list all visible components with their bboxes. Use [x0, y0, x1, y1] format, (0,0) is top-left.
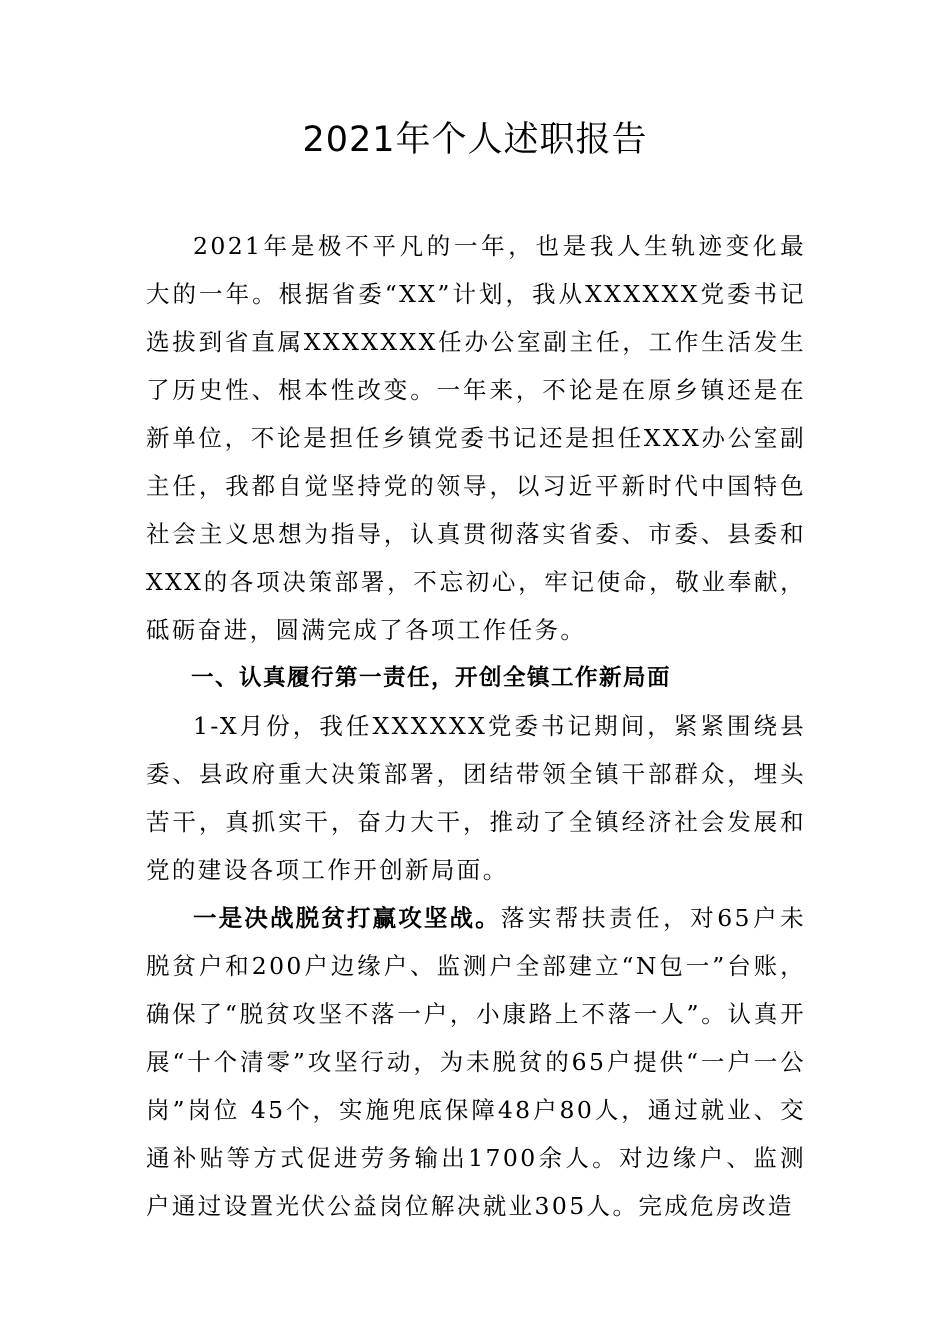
section-intro-paragraph: 1-X月份，我任XXXXXX党委书记期间，紧紧围绕县委、县政府重大决策部署，团结带领全镇干部群众，埋头苦干，真抓实干，奋力大干，推动了全镇经济社会发展和党的建设各项工作开创新局面。 — [146, 712, 806, 884]
document-title: 2021年个人述职报告 — [302, 120, 648, 160]
document-body — [146, 222, 806, 1230]
item-one-paragraph — [146, 894, 806, 1230]
item-one-text: 落实帮扶责任，对65户未脱贫户和200户边缘户、监测户全部建立“N包一”台账，确保了“脱贫攻坚不落一户，小康路上不落一人”。认真开展“十个清零”攻坚行动，为未脱贫的65户提供“一户一公岗”岗位 45个，实施兜底保障48户80人，通过就业、交通补贴等方式促进劳务输出1700余人。对边缘户、监测户通过设置光伏公益岗位解决就业305人。完成危房改造 — [146, 904, 807, 1220]
section-heading: 一、认真履行第一责任，开创全镇工作新局面 — [191, 665, 672, 691]
intro-paragraph: 2021年是极不平凡的一年，也是我人生轨迹变化最大的一年。根据省委“XX”计划，我从XXXXXX党委书记选拔到省直属XXXXXXX任办公室副主任，工作生活发生了历史性、根本性改变。一年来，不论是在原乡镇还是在新单位，不论是担任乡镇党委书记还是担任XXX办公室副主任，我都自觉坚持党的领导，以习近平新时代中国特色社会主义思想为指导，认真贯彻落实省委、市委、县委和XXX的各项决策部署，不忘初心，牢记使命，敬业奉献，砥砺奋进，圆满完成了各项工作任务。 — [146, 232, 806, 644]
item-one-lead: 一是决战脱贫打赢攻坚战。 — [193, 904, 501, 932]
